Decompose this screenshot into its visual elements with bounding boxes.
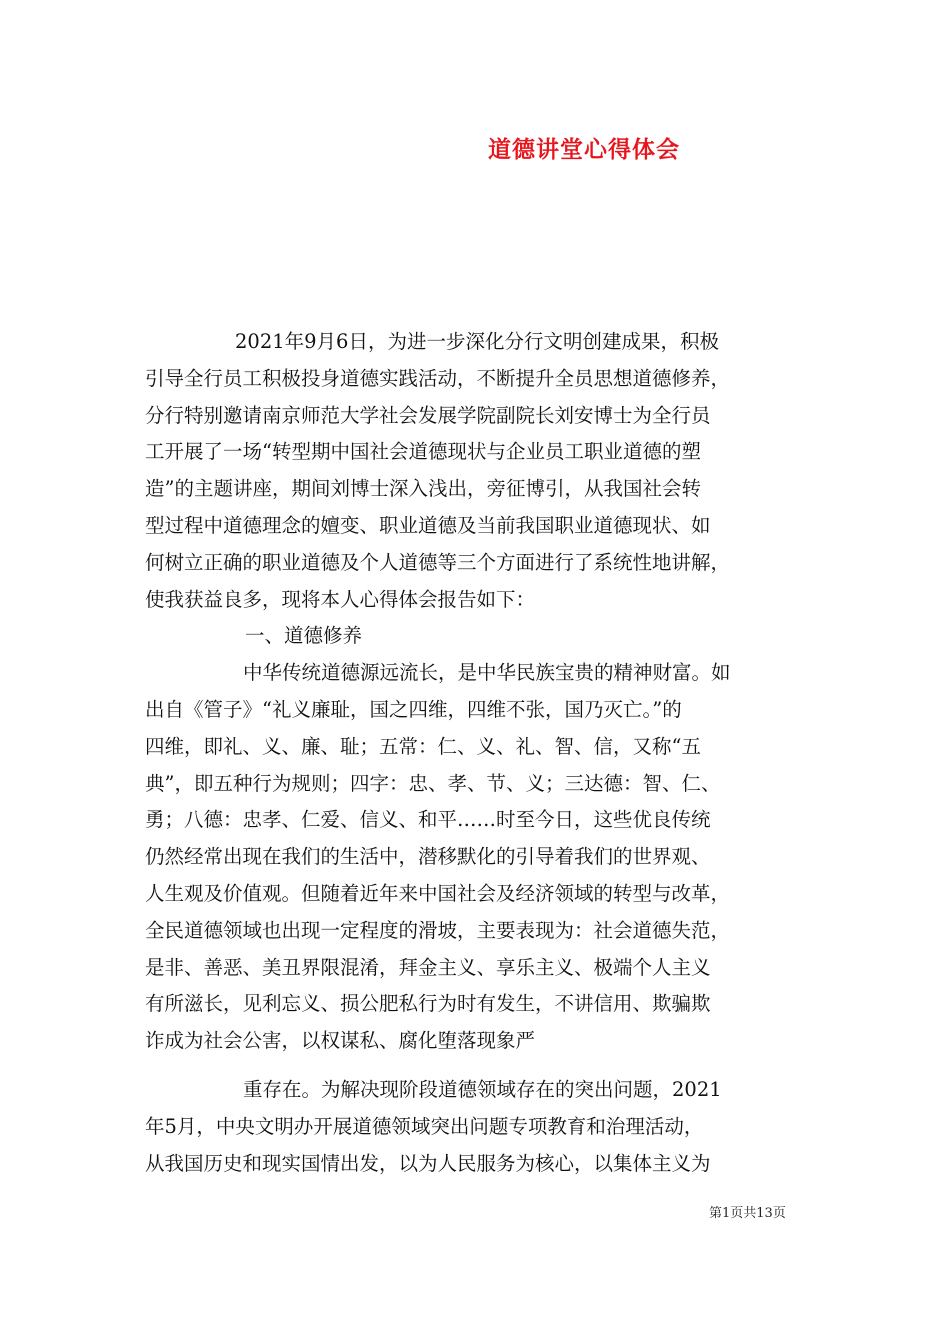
paragraph-intro <box>145 324 825 618</box>
page-number: 第1页共13页 <box>709 1206 786 1221</box>
text-line: 重存在。为解决现阶段道德领域存在的突出问题，2021 <box>243 1077 722 1101</box>
document-body <box>145 324 825 1182</box>
text-line: 出自《管子》“礼义廉耻，国之四维，四维不张，国乃灭亡。”的 <box>145 697 682 721</box>
text-line: 仍然经常出现在我们的生活中，潜移默化的引导着我们的世界观、 <box>145 845 711 869</box>
text-line: 造”的主题讲座，期间刘博士深入浅出，旁征博引，从我国社会转 <box>145 477 701 501</box>
section-heading: 一、道德修养 <box>245 624 363 648</box>
paragraph-continuation <box>145 1072 825 1182</box>
text-line: 年5月，中央文明办开展道德领域突出问题专项教育和治理活动， <box>145 1114 704 1138</box>
text-line: 型过程中道德理念的嬗变、职业道德及当前我国职业道德现状、如 <box>145 513 711 537</box>
text-line: 四维，即礼、义、廉、耻；五常：仁、义、礼、智、信，又称“五 <box>145 734 701 758</box>
text-line: 典”，即五种行为规则；四字：忠、孝、节、义；三达德：智、仁、 <box>145 771 721 795</box>
text-line: 诈成为社会公害，以权谋私、腐化堕落现象严 <box>145 1029 536 1053</box>
text-line: 中华传统道德源远流长，是中华民族宝贵的精神财富。如 <box>243 661 731 685</box>
paragraph-moral-cultivation <box>145 655 825 1060</box>
text-line: 是非、善恶、美丑界限混淆，拜金主义、享乐主义、极端个人主义 <box>145 955 711 979</box>
paragraph-gap <box>145 1060 825 1072</box>
text-line: 人生观及价值观。但随着近年来中国社会及经济领域的转型与改革， <box>145 881 731 905</box>
text-line: 引导全行员工积极投身道德实践活动，不断提升全员思想道德修养， <box>145 366 731 390</box>
text-line: 勇；八德：忠孝、仁爱、信义、和平……时至今日，这些优良传统 <box>145 808 711 832</box>
text-line: 2021年9月6日，为进一步深化分行文明创建成果，积极 <box>235 330 719 353</box>
text-line: 有所滋长，见利忘义、损公肥私行为时有发生，不讲信用、欺骗欺 <box>145 992 711 1016</box>
document-title: 道德讲堂心得体会 <box>488 136 680 163</box>
text-line: 分行特别邀请南京师范大学社会发展学院副院长刘安博士为全行员 <box>145 403 711 427</box>
text-line: 何树立正确的职业道德及个人道德等三个方面进行了系统性地讲解， <box>145 550 731 574</box>
text-line: 工开展了一场“转型期中国社会道德现状与企业员工职业道德的塑 <box>145 440 701 464</box>
text-line: 全民道德领域也出现一定程度的滑坡，主要表现为：社会道德失范， <box>145 918 731 942</box>
text-line: 使我获益良多，现将本人心得体会报告如下： <box>145 587 536 611</box>
text-line: 从我国历史和现实国情出发，以为人民服务为核心，以集体主义为 <box>145 1151 711 1175</box>
